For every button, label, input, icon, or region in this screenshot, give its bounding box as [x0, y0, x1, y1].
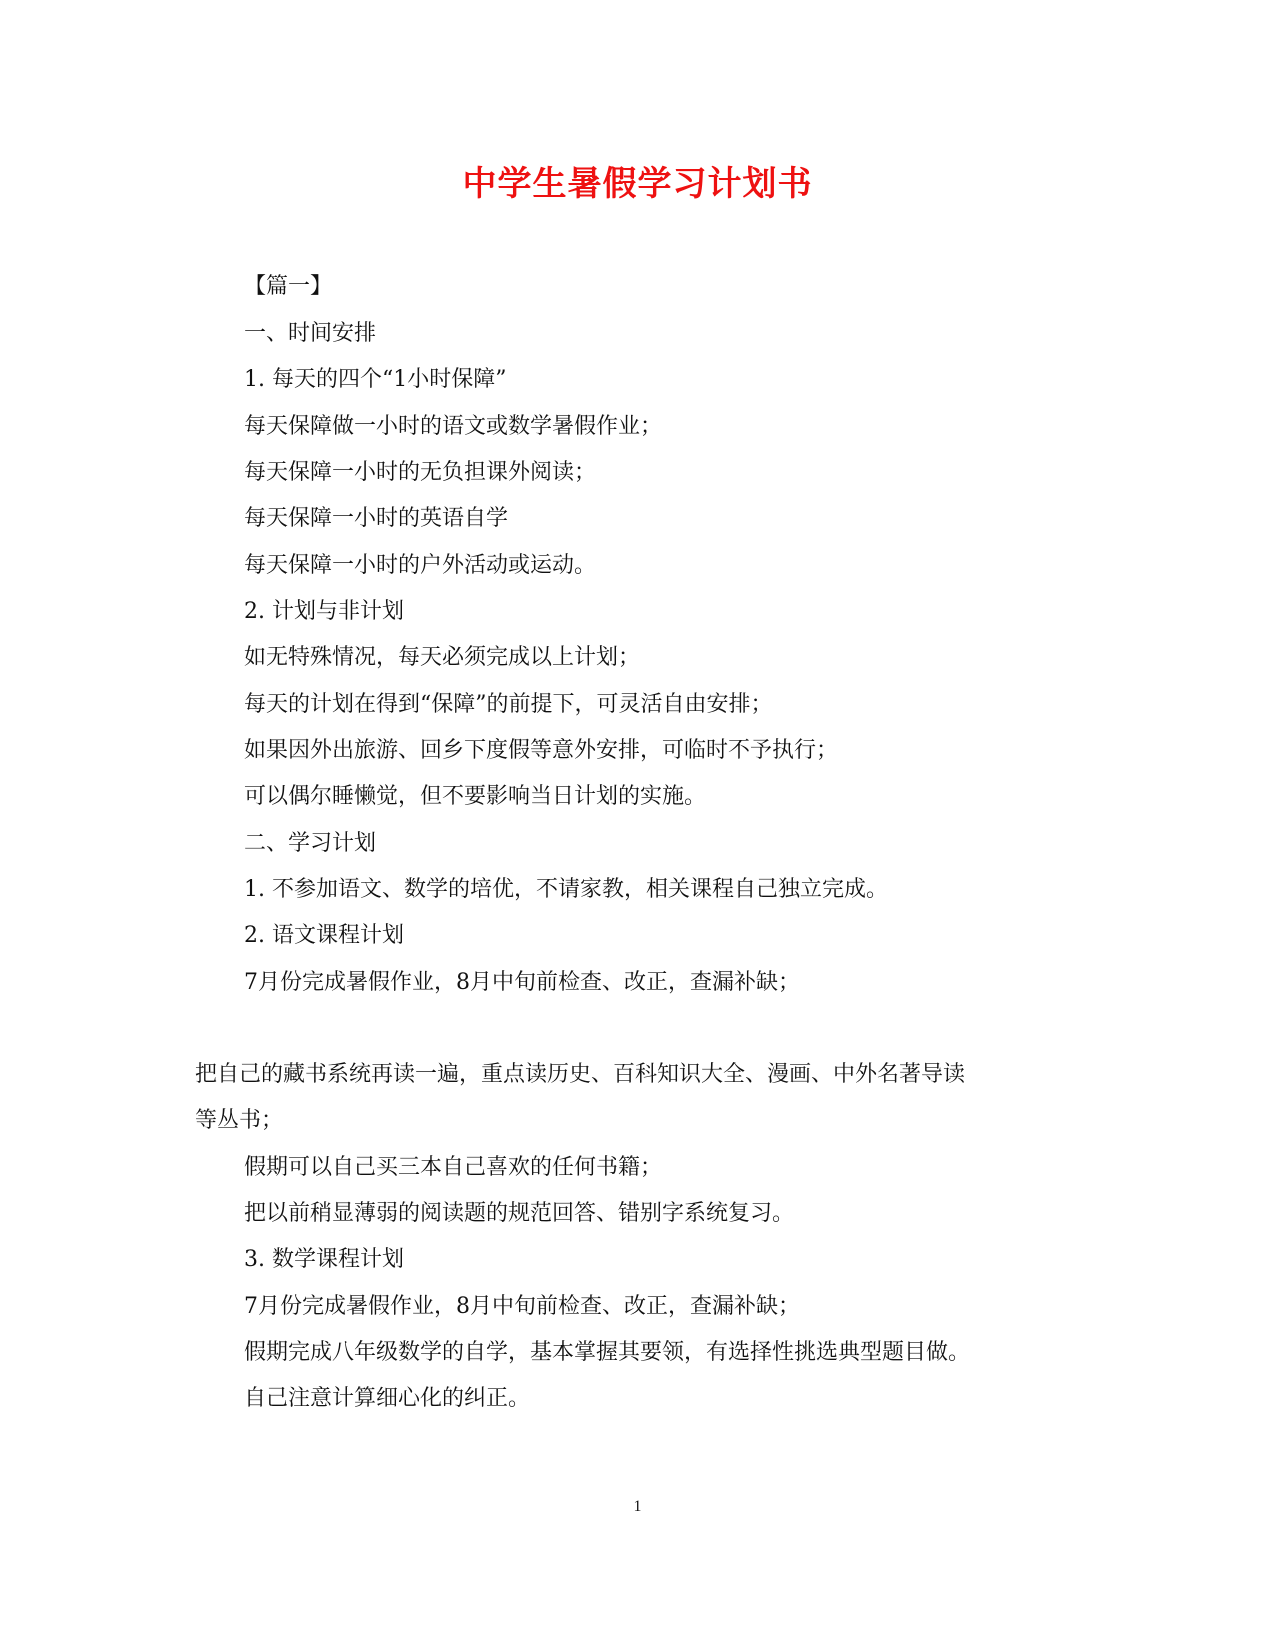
paragraph-line: 如无特殊情况，每天必须完成以上计划；	[244, 645, 641, 670]
subheading: 3. 数学课程计划	[244, 1247, 404, 1272]
document-title: 中学生暑假学习计划书	[462, 164, 813, 204]
paragraph-line: 把以前稍显薄弱的阅读题的规范回答、错别字系统复习。	[244, 1201, 795, 1226]
subheading: 2. 语文课程计划	[244, 923, 404, 948]
page-number: 1	[633, 1498, 642, 1515]
paragraph-line: 每天保障一小时的无负担课外阅读；	[244, 460, 597, 485]
paragraph-line: 7月份完成暑假作业，8月中旬前检查、改正，查漏补缺；	[244, 970, 800, 995]
paragraph-line: 每天的计划在得到“保障”的前提下，可灵活自由安排；	[244, 692, 773, 717]
paragraph-line: 每天保障一小时的户外活动或运动。	[244, 553, 597, 578]
paragraph-line: 每天保障做一小时的语文或数学暑假作业；	[244, 414, 663, 439]
paragraph-line: 1. 不参加语文、数学的培优，不请家教，相关课程自己独立完成。	[244, 877, 888, 902]
paragraph-line: 假期完成八年级数学的自学，基本掌握其要领，有选择性挑选典型题目做。	[244, 1340, 971, 1365]
paragraph-line: 7月份完成暑假作业，8月中旬前检查、改正，查漏补缺；	[244, 1294, 800, 1319]
paragraph-line: 等丛书；	[195, 1108, 284, 1133]
paragraph-line: 把自己的藏书系统再读一遍，重点读历史、百科知识大全、漫画、中外名著导读	[195, 1062, 966, 1087]
paragraph-line: 每天保障一小时的英语自学	[244, 506, 509, 531]
heading-time-arrangement: 一、时间安排	[244, 321, 377, 346]
paragraph-line: 如果因外出旅游、回乡下度假等意外安排，可临时不予执行；	[244, 738, 839, 763]
subheading: 1. 每天的四个“1小时保障”	[244, 367, 507, 392]
paragraph-line: 自己注意计算细心化的纠正。	[244, 1386, 531, 1411]
heading-study-plan: 二、学习计划	[244, 831, 377, 856]
section-heading: 【篇一】	[244, 274, 333, 299]
paragraph-line: 可以偶尔睡懒觉，但不要影响当日计划的实施。	[244, 784, 707, 809]
subheading: 2. 计划与非计划	[244, 599, 404, 624]
paragraph-line: 假期可以自己买三本自己喜欢的任何书籍；	[244, 1155, 663, 1180]
